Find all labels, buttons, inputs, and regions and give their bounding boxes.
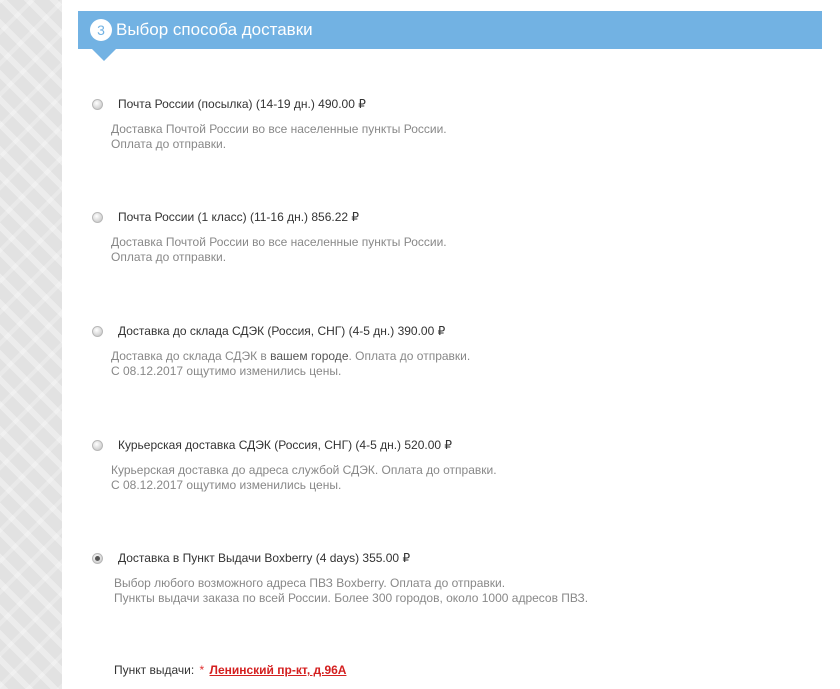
option-label[interactable]: Почта России (1 класс) (11-16 дн.) 856.22 ₽ <box>118 210 360 224</box>
description-line: Пункты выдачи заказа по всей России. Более 300 городов, около 1000 адресов ПВЗ. <box>114 591 589 605</box>
delivery-option-cdek-courier <box>92 437 497 493</box>
description-line <box>111 349 470 364</box>
radio-russian-post-first-class[interactable] <box>92 212 103 223</box>
description-line: Курьерская доставка до адреса службой СДЭК. Оплата до отправки. <box>111 463 497 477</box>
radio-boxberry[interactable] <box>92 553 103 564</box>
section-header <box>78 11 822 49</box>
description-line: Оплата до отправки. <box>111 250 227 264</box>
option-label[interactable]: Почта России (посылка) (14-19 дн.) 490.00 ₽ <box>118 97 366 111</box>
option-description <box>114 576 588 606</box>
description-text: Доставка до склада СДЭК в <box>111 349 271 363</box>
your-city-link[interactable]: вашем городе <box>270 349 349 363</box>
radio-cdek-courier[interactable] <box>92 440 103 451</box>
description-line: С 08.12.2017 ощутимо изменились цены. <box>111 364 342 378</box>
description-text: . Оплата до отправки. <box>348 349 471 363</box>
radio-russian-post-parcel[interactable] <box>92 99 103 110</box>
required-mark: * <box>199 663 205 677</box>
radio-cdek-warehouse[interactable] <box>92 326 103 337</box>
description-line: С 08.12.2017 ощутимо изменились цены. <box>111 478 342 492</box>
delivery-option-russian-post-first-class <box>92 209 447 265</box>
option-description <box>111 235 447 265</box>
decorative-side-pattern <box>0 0 62 689</box>
option-label[interactable]: Доставка до склада СДЭК (Россия, СНГ) (4-5 дн.) 390.00 ₽ <box>118 324 446 338</box>
option-description <box>111 122 447 152</box>
section-title: Выбор способа доставки <box>116 20 313 39</box>
description-line: Выбор любого возможного адреса ПВЗ Boxberry. Оплата до отправки. <box>114 576 506 590</box>
option-label[interactable]: Курьерская доставка СДЭК (Россия, СНГ) (4-5 дн.) 520.00 ₽ <box>118 438 453 452</box>
description-line: Оплата до отправки. <box>111 137 227 151</box>
pickup-point-address-link[interactable]: Ленинский пр-кт, д.96А <box>209 663 347 677</box>
option-description <box>111 463 497 493</box>
pickup-point-label: Пункт выдачи: <box>114 663 195 677</box>
delivery-section <box>62 0 840 689</box>
step-number-badge: 3 <box>90 19 112 41</box>
header-pointer-arrow <box>92 49 116 61</box>
delivery-option-russian-post-parcel <box>92 96 447 152</box>
option-description <box>111 349 470 379</box>
description-line: Доставка Почтой России во все населенные пункты России. <box>111 122 447 136</box>
delivery-option-boxberry <box>92 550 588 606</box>
description-line: Доставка Почтой России во все населенные пункты России. <box>111 235 447 249</box>
delivery-option-cdek-warehouse <box>92 323 470 379</box>
option-label[interactable]: Доставка в Пункт Выдачи Boxberry (4 days) 355.00 ₽ <box>118 551 411 565</box>
pickup-point-row <box>114 663 346 677</box>
